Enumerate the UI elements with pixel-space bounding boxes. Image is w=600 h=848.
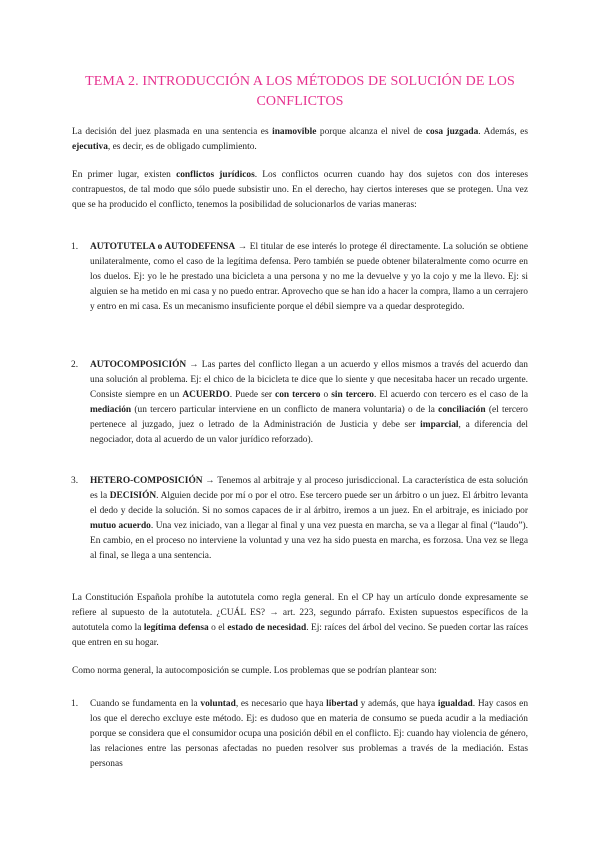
bold-term: cosa juzgada (425, 127, 479, 137)
bold-term: estado de necesidad (227, 623, 307, 633)
bold-term: AUTOTUTELA o AUTODEFENSA (90, 242, 236, 252)
text-run: porque alcanza el nivel de (316, 127, 426, 137)
bold-term: HETERO-COMPOSICIÓN (90, 476, 203, 486)
bold-term: sin tercero (331, 390, 374, 400)
bold-term: AUTOCOMPOSICIÓN (90, 360, 187, 370)
text-run: , a diferencia del negociador, dota al acuerdo de un valor jurídico reforzado). (90, 420, 528, 445)
paragraph-general-rule (72, 664, 528, 679)
bold-term: inamovible (272, 127, 317, 137)
bold-term: libertad (326, 699, 358, 709)
bold-term: con tercero (275, 390, 321, 400)
bold-term: igualdad (437, 699, 473, 709)
list-number: 3. (71, 476, 79, 486)
bold-term: ejecutiva (72, 142, 108, 152)
text-run: Como norma general, la autocomposición se cumple. Los problemas que se podrían plantear son: (72, 666, 437, 676)
paragraph-res-judicata (72, 125, 528, 155)
text-run: → Tenemos al arbitraje y al proceso jurisdiccional. La característica de esta solución es la (90, 476, 528, 501)
text-run: o el (208, 623, 228, 633)
text-run: , es decir, es de obligado cumplimiento. (107, 142, 257, 152)
text-run: → Las partes del conflicto llegan a un acuerdo y ellos mismos a través del acuerdo dan una solución al problema. Ej: el chico de la bicicleta te dice que lo siente y que necesitaba hacer un recado urgente. Consiste siempre en un (90, 360, 528, 400)
list-item-voluntad (71, 697, 529, 772)
text-run: . El acuerdo con tercero es el caso de la (373, 390, 529, 400)
bold-term: DECISIÓN (109, 491, 157, 501)
text-run: En primer lugar, existen (72, 170, 177, 180)
bold-term: mediación (90, 405, 132, 415)
bold-term: mutuo acuerdo (90, 521, 151, 531)
paragraph-legal-conflicts (72, 168, 528, 213)
paragraph-constitution (72, 591, 528, 651)
text-run: . Ej: raíces del árbol del vecino. Se pueden cortar las raíces que entren en su hogar. (72, 623, 528, 648)
list-item-autocomposicion (71, 358, 529, 448)
list-number: 1. (71, 242, 79, 252)
bold-term: legítima defensa (143, 623, 209, 633)
text-run: Cuando se fundamenta en la (90, 699, 201, 709)
text-run: La decisión del juez plasmada en una sentencia es (72, 127, 273, 137)
list-item-autotutela (71, 240, 529, 315)
list-number: 2. (71, 360, 79, 370)
bold-term: ACUERDO (182, 390, 230, 400)
bold-term: conciliación (438, 405, 486, 415)
list-item-heterocomposicion (71, 474, 528, 564)
text-run: . Puede ser (229, 390, 276, 400)
bold-term: voluntad (200, 699, 236, 709)
text-run: o (320, 390, 332, 400)
text-run: , es necesario que haya (235, 699, 327, 709)
text-run: . Además, es (478, 127, 528, 137)
bold-term: conflictos jurídicos (176, 170, 255, 180)
text-run: (el tercero pertenece al juzgado, juez o letrado de la Administración de Justicia y debe ser (90, 405, 528, 430)
text-run: . Los conflictos ocurren cuando hay dos sujetos con dos intereses contrapuestos, de tal modo que sólo puede subsistir uno. En el derecho, hay ciertos intereses que se protegen. Una vez que se ha producido el conflicto, tenemos la posibilidad de solucionarlos de varias maneras: (72, 170, 528, 210)
document-title: TEMA 2. INTRODUCCIÓN A LOS MÉTODOS DE SOLUCIÓN DE LOS CONFLICTOS (85, 74, 515, 109)
text-run: . Hay casos en los que el derecho excluye este método. Ej: es dudoso que en materia de consumo se pueda acudir a la mediación porque se considera que el consumidor ocupa una posición débil en el conflicto. Ej: cuando hay violencia de género, las relaciones entre las personas afectadas no pueden resolver sus problemas a través de la mediación. Estas personas (90, 699, 529, 769)
list-number: 1. (71, 699, 79, 709)
text-run: . Alguien decide por mí o por el otro. Ese tercero puede ser un árbitro o un juez. El árbitro levanta el dedo y decide la solución. Si no somos capaces de ir al árbitro, iremos a un juez. En el arbitraje, es iniciado por (90, 491, 528, 516)
text-run: y además, que haya (357, 699, 438, 709)
bold-term: imparcial (420, 420, 459, 430)
text-run: → El titular de ese interés lo protege él directamente. La solución se obtiene unilateralmente, como el caso de la legítima defensa. Pero también se puede obtener bilateralmente como ocurre en los duelos. Ej: yo le he prestado una bicicleta a una persona y no me la devuelve y yo la cojo y me la llevo. Ej: si alguien se ha metido en mi casa y no puedo entrar. Aprovecho que se han ido a hacer la compra, llamo a un cerrajero y entro en mi casa. Es un mecanismo insuficiente porque el débil siempre va a quedar desprotegido. (90, 242, 529, 312)
text-run: (un tercero particular interviene en un conflicto de manera voluntaria) o de la (131, 405, 439, 415)
text-run: . Una vez iniciado, van a llegar al final y una vez puesta en marcha, se va a llegar al final (“laudo”). En cambio, en el proceso no interviene la voluntad y una vez ha sido puesta en marcha, es forzosa. Una vez se llega al final, se llega a una sentencia. (90, 521, 528, 561)
text-run: La Constitución Española prohíbe la autotutela como regla general. En el CP hay un artículo donde expresamente se refiere al supuesto de la autotutela. ¿CUÁL ES? → art. 223, segundo párrafo. Existen supuestos específicos de la autotutela como la (72, 593, 528, 633)
